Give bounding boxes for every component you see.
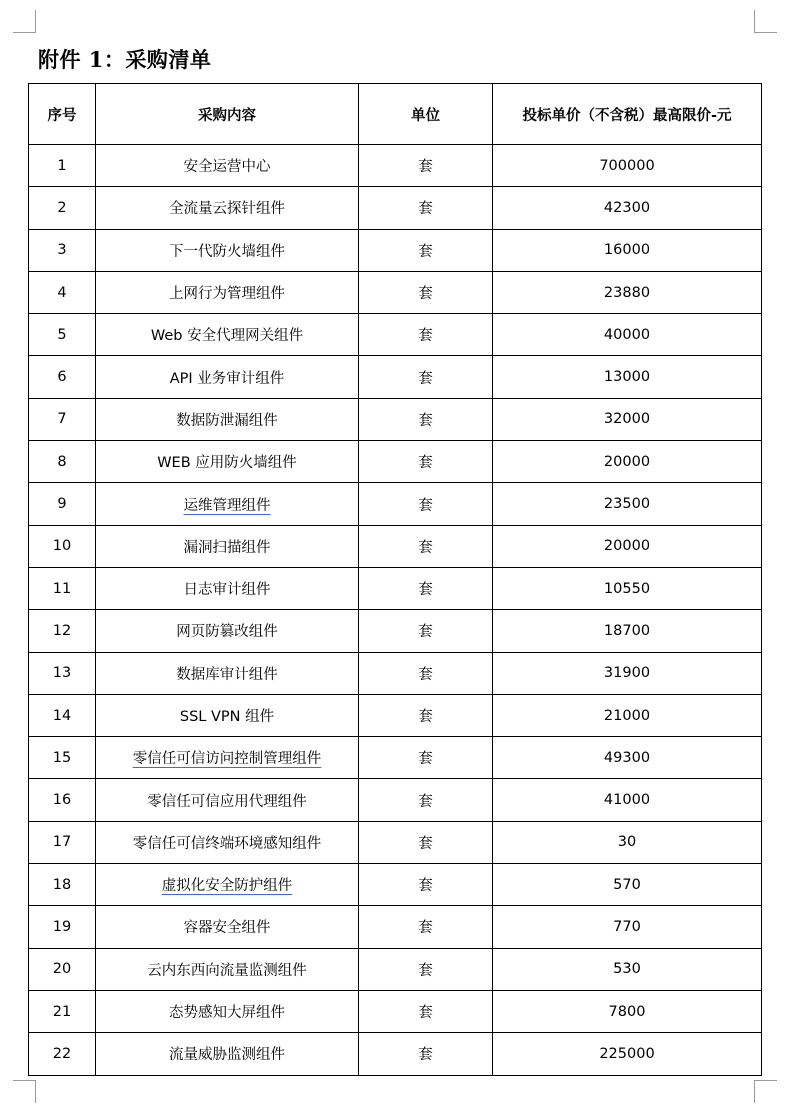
row-index: 19: [29, 906, 96, 948]
row-name: 上网行为管理组件: [96, 271, 359, 313]
row-index: 16: [29, 779, 96, 821]
row-index: 14: [29, 694, 96, 736]
row-unit: 套: [359, 864, 493, 906]
row-name: [96, 483, 359, 525]
table-row: [29, 398, 762, 440]
row-unit: 套: [359, 1033, 493, 1075]
row-price: 20000: [493, 525, 762, 567]
row-index: 1: [29, 145, 96, 187]
row-name: 数据库审计组件: [96, 652, 359, 694]
row-unit: 套: [359, 990, 493, 1032]
table-row: [29, 610, 762, 652]
row-index: 9: [29, 483, 96, 525]
row-index: 18: [29, 864, 96, 906]
row-unit: 套: [359, 187, 493, 229]
row-name-text: 运维管理组件: [183, 497, 271, 514]
row-name: [96, 864, 359, 906]
row-index: 20: [29, 948, 96, 990]
row-index: 22: [29, 1033, 96, 1075]
table-row: [29, 906, 762, 948]
row-index: 21: [29, 990, 96, 1032]
row-index: 8: [29, 441, 96, 483]
header-index: 序号: [29, 84, 96, 145]
crop-mark-bottom-left: [13, 1080, 36, 1103]
row-price: 13000: [493, 356, 762, 398]
row-name: 漏洞扫描组件: [96, 525, 359, 567]
header-content: 采购内容: [96, 84, 359, 145]
row-unit: 套: [359, 652, 493, 694]
row-price: 16000: [493, 229, 762, 271]
table-row: [29, 145, 762, 187]
row-name: 流量威胁监测组件: [96, 1033, 359, 1075]
crop-mark-bottom-right: [754, 1080, 777, 1103]
row-name: 零信任可信终端环境感知组件: [96, 821, 359, 863]
table-row: [29, 948, 762, 990]
row-index: 17: [29, 821, 96, 863]
row-unit: 套: [359, 271, 493, 313]
row-name: Web 安全代理网关组件: [96, 314, 359, 356]
row-unit: 套: [359, 145, 493, 187]
row-name: SSL VPN 组件: [96, 694, 359, 736]
row-name: 网页防篡改组件: [96, 610, 359, 652]
row-unit: 套: [359, 821, 493, 863]
row-price: 10550: [493, 567, 762, 609]
row-index: 10: [29, 525, 96, 567]
table-header-row: [29, 84, 762, 145]
row-name: 日志审计组件: [96, 567, 359, 609]
row-price: 23880: [493, 271, 762, 313]
row-price: 40000: [493, 314, 762, 356]
table-row: [29, 567, 762, 609]
row-unit: 套: [359, 948, 493, 990]
row-price: 32000: [493, 398, 762, 440]
row-price: 530: [493, 948, 762, 990]
row-index: 13: [29, 652, 96, 694]
table-row: [29, 990, 762, 1032]
table-row: [29, 271, 762, 313]
table-row: [29, 314, 762, 356]
table-row: [29, 821, 762, 863]
row-index: 11: [29, 567, 96, 609]
header-unit: 单位: [359, 84, 493, 145]
row-unit: 套: [359, 314, 493, 356]
row-unit: 套: [359, 694, 493, 736]
table-row: [29, 1033, 762, 1075]
row-name: [96, 737, 359, 779]
table-row: [29, 737, 762, 779]
row-price: 42300: [493, 187, 762, 229]
table-row: [29, 441, 762, 483]
table-row: [29, 356, 762, 398]
table-row: [29, 864, 762, 906]
table-row: [29, 694, 762, 736]
row-unit: 套: [359, 398, 493, 440]
row-unit: 套: [359, 356, 493, 398]
crop-mark-top-right: [754, 10, 777, 33]
row-index: 6: [29, 356, 96, 398]
row-index: 2: [29, 187, 96, 229]
row-unit: 套: [359, 779, 493, 821]
row-price: 770: [493, 906, 762, 948]
table-row: [29, 187, 762, 229]
page-title: 附件 1：采购清单: [38, 47, 212, 72]
row-price: 225000: [493, 1033, 762, 1075]
row-unit: 套: [359, 483, 493, 525]
row-name-text: 零信任可信访问控制管理组件: [132, 751, 322, 768]
row-name: 下一代防火墙组件: [96, 229, 359, 271]
table-row: [29, 483, 762, 525]
row-name: WEB 应用防火墙组件: [96, 441, 359, 483]
row-name: 数据防泄漏组件: [96, 398, 359, 440]
row-index: 7: [29, 398, 96, 440]
row-unit: 套: [359, 610, 493, 652]
table-row: [29, 779, 762, 821]
row-price: 31900: [493, 652, 762, 694]
table-body: [29, 145, 762, 1076]
row-price: 7800: [493, 990, 762, 1032]
row-price: 570: [493, 864, 762, 906]
procurement-table: [28, 83, 762, 1076]
row-price: 23500: [493, 483, 762, 525]
row-unit: 套: [359, 229, 493, 271]
row-name: 云内东西向流量监测组件: [96, 948, 359, 990]
row-unit: 套: [359, 906, 493, 948]
row-name-text: 虚拟化安全防护组件: [161, 878, 293, 895]
crop-mark-top-left: [13, 10, 36, 33]
row-index: 3: [29, 229, 96, 271]
row-unit: 套: [359, 737, 493, 779]
row-price: 20000: [493, 441, 762, 483]
table-row: [29, 229, 762, 271]
header-price: 投标单价（不含税）最高限价-元: [493, 84, 762, 145]
table-row: [29, 652, 762, 694]
row-price: 18700: [493, 610, 762, 652]
row-index: 15: [29, 737, 96, 779]
row-name: API 业务审计组件: [96, 356, 359, 398]
row-price: 49300: [493, 737, 762, 779]
table-row: [29, 525, 762, 567]
row-price: 700000: [493, 145, 762, 187]
row-index: 4: [29, 271, 96, 313]
row-name: 态势感知大屏组件: [96, 990, 359, 1032]
row-unit: 套: [359, 567, 493, 609]
row-price: 41000: [493, 779, 762, 821]
row-index: 12: [29, 610, 96, 652]
row-index: 5: [29, 314, 96, 356]
row-price: 21000: [493, 694, 762, 736]
row-name: 全流量云探针组件: [96, 187, 359, 229]
row-unit: 套: [359, 441, 493, 483]
row-name: 零信任可信应用代理组件: [96, 779, 359, 821]
row-price: 30: [493, 821, 762, 863]
row-name: 安全运营中心: [96, 145, 359, 187]
row-unit: 套: [359, 525, 493, 567]
row-name: 容器安全组件: [96, 906, 359, 948]
